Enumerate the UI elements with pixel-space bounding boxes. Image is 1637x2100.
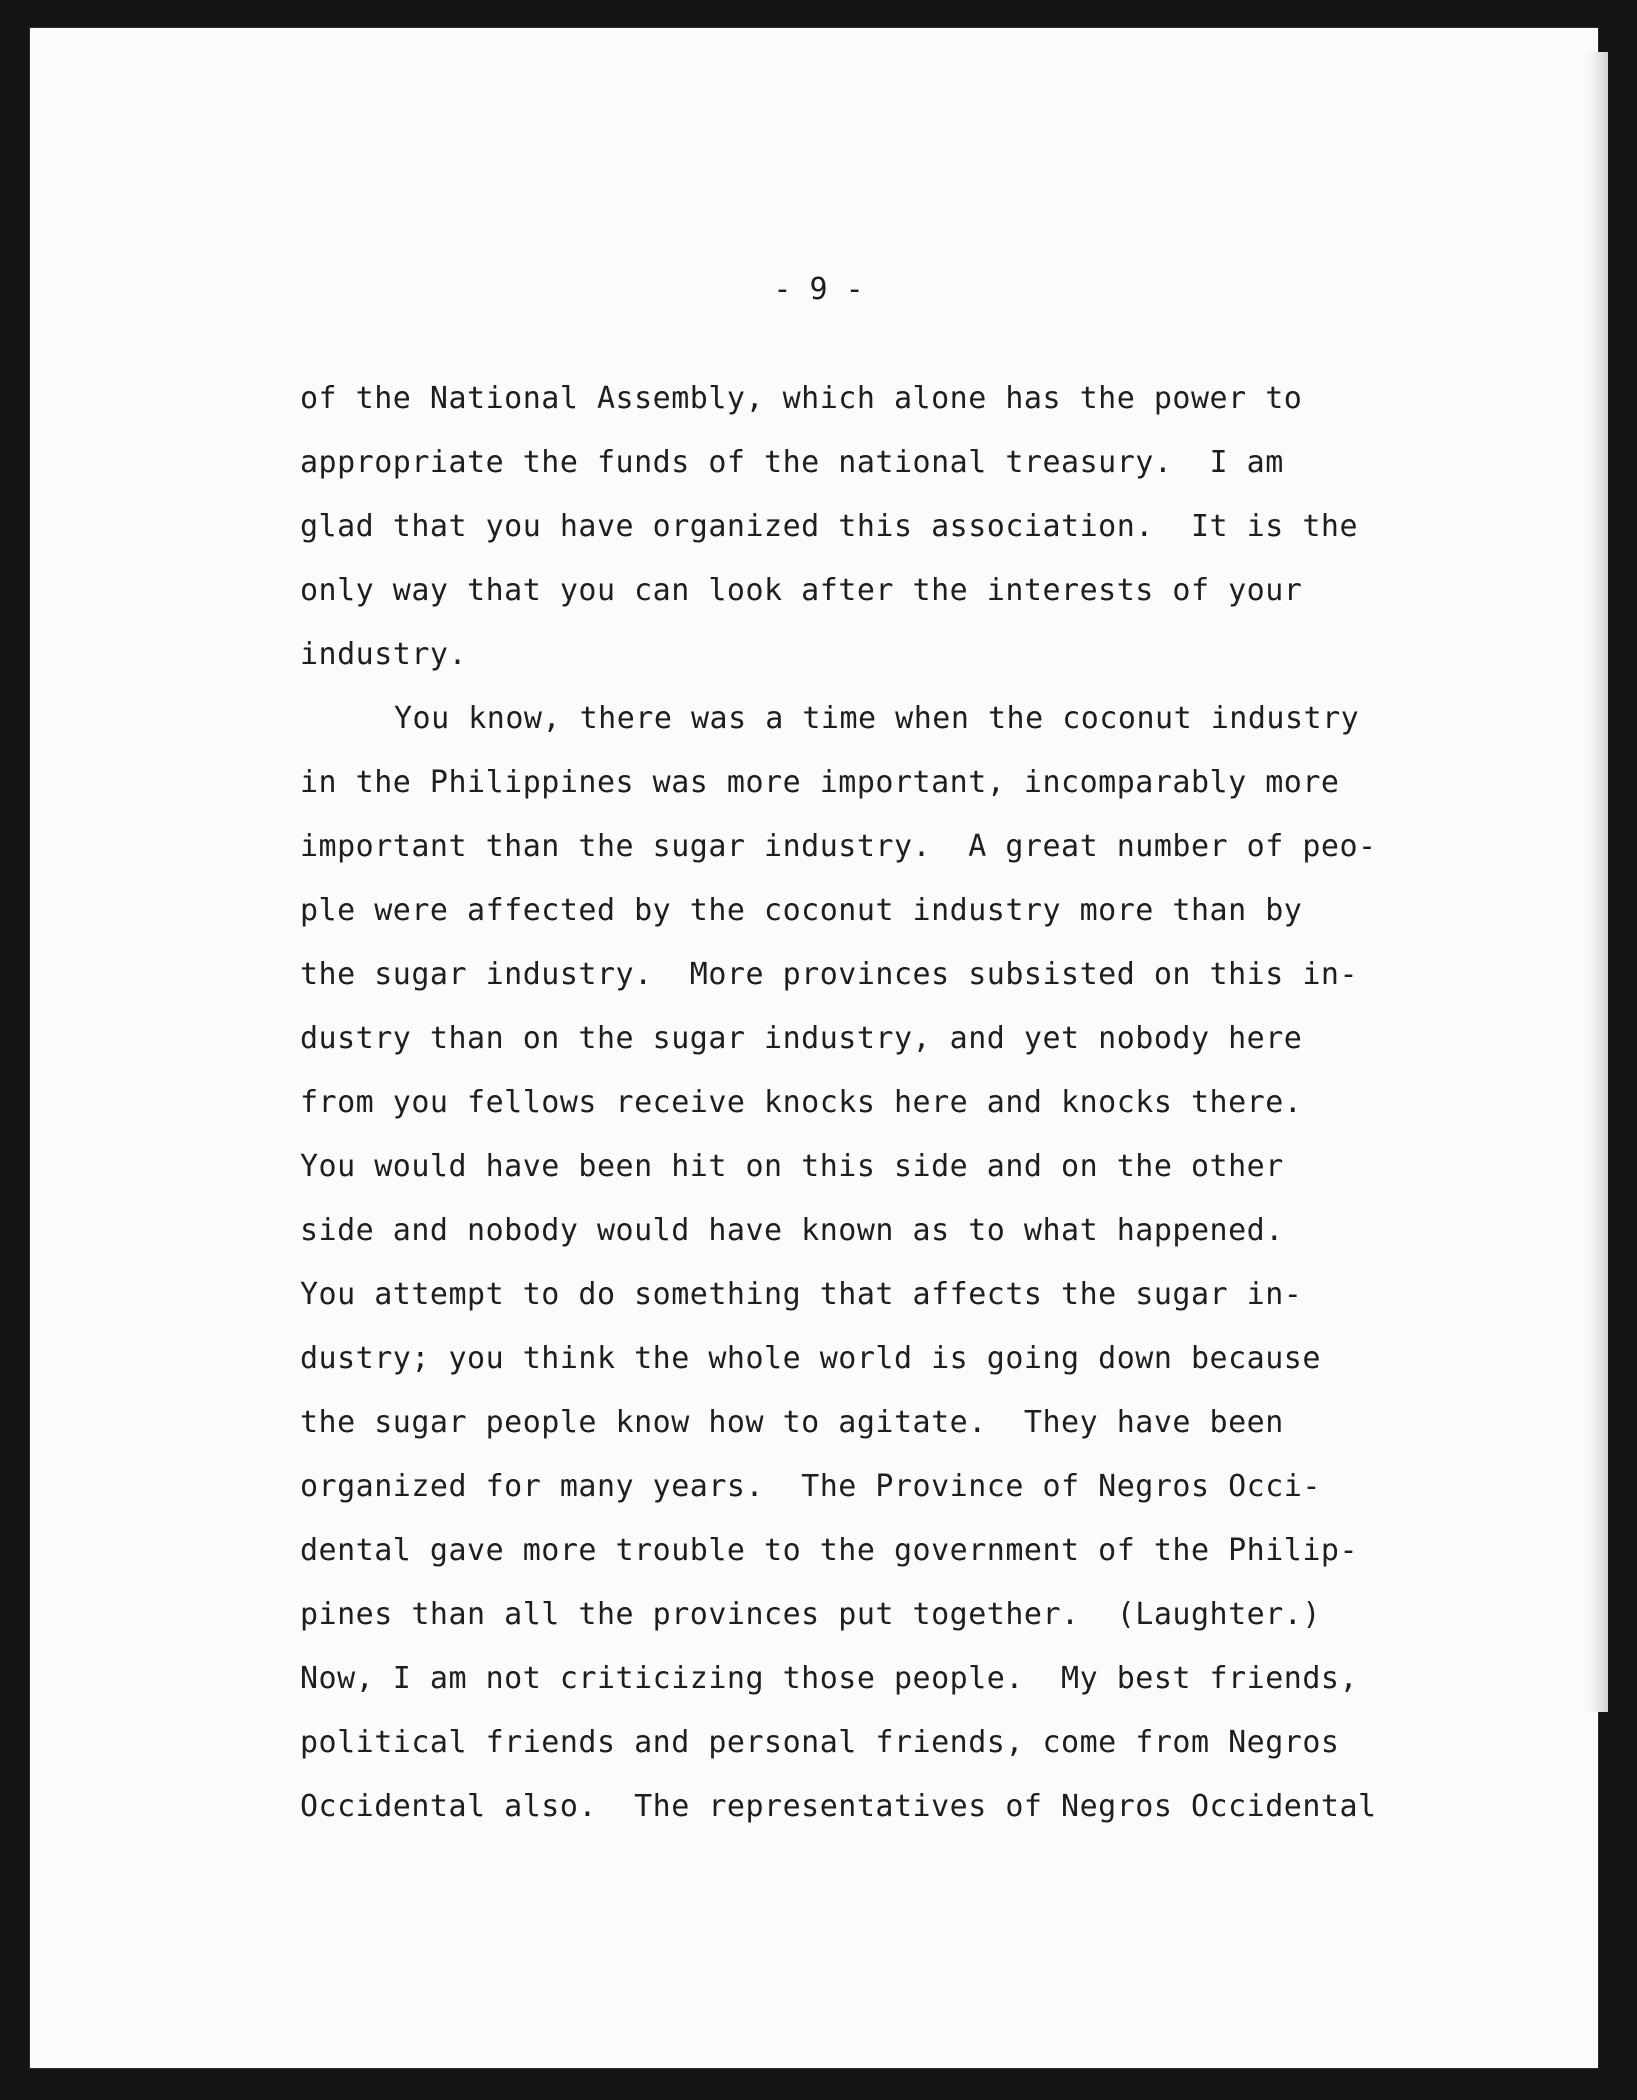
text-line: Occidental also. The representatives of Negros Occidental <box>300 1789 1377 1824</box>
text-line: Now, I am not criticizing those people. My best friends, <box>300 1661 1359 1696</box>
page-number: - 9 - <box>773 272 864 307</box>
paragraph-first-line: You know, there was a time when the coconut industry <box>394 701 1360 736</box>
text-line: side and nobody would have known as to what happened. <box>300 1213 1284 1248</box>
text-line: political friends and personal friends, come from Negros <box>300 1725 1340 1760</box>
text-line: in the Philippines was more important, incomparably more <box>300 765 1340 800</box>
text-line: industry. <box>300 637 468 672</box>
text-line: dustry than on the sugar industry, and yet nobody here <box>300 1021 1303 1056</box>
text-line: organized for many years. The Province of Negros Occi- <box>300 1469 1321 1504</box>
text-line: You would have been hit on this side and on the other <box>300 1149 1284 1184</box>
text-line: dustry; you think the whole world is going down because <box>300 1341 1321 1376</box>
text-line: from you fellows receive knocks here and knocks there. <box>300 1085 1303 1120</box>
text-line: the sugar people know how to agitate. They have been <box>300 1405 1284 1440</box>
text-line: only way that you can look after the interests of your <box>300 573 1303 608</box>
text-line: You attempt to do something that affects the sugar in- <box>300 1277 1303 1312</box>
text-line: of the National Assembly, which alone has the power to <box>300 381 1303 416</box>
text-line: dental gave more trouble to the government of the Philip- <box>300 1533 1359 1568</box>
text-line: pines than all the provinces put together. (Laughter.) <box>300 1597 1321 1632</box>
body-text <box>300 367 1430 1839</box>
text-line: glad that you have organized this association. It is the <box>300 509 1359 544</box>
text-line: appropriate the funds of the national treasury. I am <box>300 445 1284 480</box>
text-line: important than the sugar industry. A great number of peo- <box>300 829 1377 864</box>
text-line: ple were affected by the coconut industry more than by <box>300 893 1303 928</box>
text-line: the sugar industry. More provinces subsisted on this in- <box>300 957 1359 992</box>
